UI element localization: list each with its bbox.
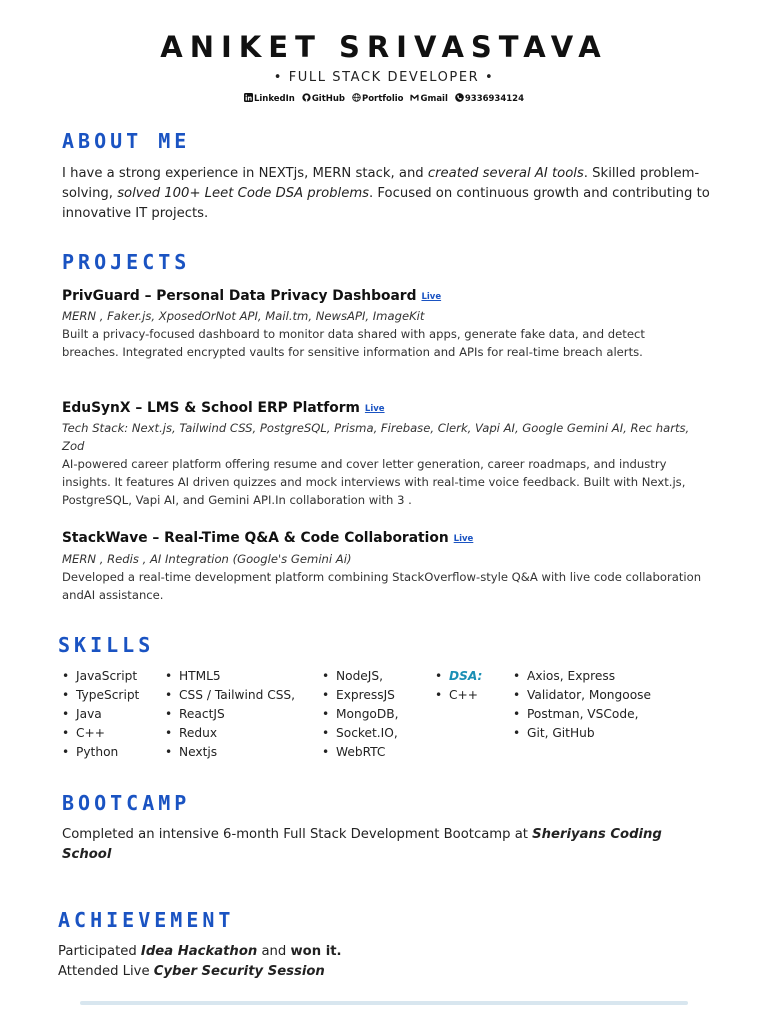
job-title: • FULL STACK DEVELOPER •: [273, 70, 495, 85]
list-item: • Python: [62, 743, 139, 762]
live-link[interactable]: Live: [364, 404, 385, 414]
skills-list-dsa: [435, 667, 482, 705]
globe-icon: [352, 93, 361, 102]
list-item: [435, 667, 482, 686]
list-item: • TypeScript: [62, 686, 139, 705]
project-description: AI-powered career platform offering resume and cover letter generation, career roadmaps, and industry insights. It features AI driven quizzes and mock interviews with real-time voice feedback. Built with Next.js, PostgreSQL, Vapi AI, and Gemini API.In collaboration with 3 .: [62, 457, 686, 507]
list-item: • Axios, Express: [513, 667, 651, 686]
bootcamp-school: Sheriyans Coding School: [62, 827, 662, 862]
list-item: • Postman, VSCode,: [513, 705, 651, 724]
list-item: • Java: [62, 705, 139, 724]
list-item: • CSS / Tailwind CSS,: [165, 686, 295, 705]
list-item: • Git, GitHub: [513, 724, 651, 743]
skills-list-backend: [322, 667, 399, 762]
skills-list-languages: [62, 667, 139, 762]
list-item: • C++: [435, 686, 482, 705]
list-item: • Socket.IO,: [322, 724, 399, 743]
project-title: StackWave – Real-Time Q&A & Code Collaboration Live: [62, 530, 474, 546]
contact-links: [0, 93, 768, 104]
skills-list-frontend: [165, 667, 295, 762]
list-item: • C++: [62, 724, 139, 743]
bootcamp-text: Completed an intensive 6-month Full Stack Development Bootcamp at Sheriyans Coding School: [62, 827, 662, 862]
projects-heading: PROJECTS: [62, 250, 191, 274]
achievement-line: Participated Idea Hackathon and won it.: [58, 944, 342, 959]
gmail-link[interactable]: Gmail: [410, 93, 447, 104]
linkedin-link[interactable]: LinkedIn: [244, 93, 295, 104]
bootcamp-heading: BOOTCAMP: [62, 791, 191, 815]
linkedin-icon: [244, 93, 253, 102]
live-link[interactable]: Live: [453, 534, 474, 544]
project-title: PrivGuard – Personal Data Privacy Dashboard Live: [62, 288, 442, 304]
list-item: • Validator, Mongoose: [513, 686, 651, 705]
live-link[interactable]: Live: [421, 292, 442, 302]
github-link[interactable]: GitHub: [302, 93, 345, 104]
about-heading: ABOUT ME: [62, 129, 191, 153]
footer-divider: [80, 1001, 688, 1005]
achievement-line: Attended Live Cyber Security Session: [58, 964, 325, 979]
list-item: • MongoDB,: [322, 705, 399, 724]
achievement-heading: ACHIEVEMENT: [58, 908, 235, 932]
portfolio-link[interactable]: Portfolio: [352, 93, 404, 104]
list-item: • ExpressJS: [322, 686, 399, 705]
github-icon: [302, 93, 311, 102]
dsa-label: DSA:: [449, 669, 483, 683]
resume-name: ANIKET SRIVASTAVA: [160, 30, 608, 64]
project-tech: MERN , Redis , AI Integration (Google's Gemini Ai): [62, 552, 352, 566]
project-description: Built a privacy-focused dashboard to monitor data shared with apps, generate fake data, and detect breaches. Integrated encrypted vaults for sensitive information and APIs for real-time breach alerts.: [62, 327, 645, 359]
list-item: • Redux: [165, 724, 295, 743]
project-title: EduSynX – LMS & School ERP Platform Live: [62, 400, 385, 416]
list-item: • HTML5: [165, 667, 295, 686]
gmail-icon: [410, 93, 419, 102]
skills-heading: SKILLS: [58, 633, 155, 657]
phone-link[interactable]: 9336934124: [455, 93, 524, 104]
list-item: • JavaScript: [62, 667, 139, 686]
list-item: • NodeJS,: [322, 667, 399, 686]
phone-icon: [455, 93, 464, 102]
project-tech: MERN , Faker.js, XposedOrNot API, Mail.tm, NewsAPI, ImageKit: [62, 309, 425, 323]
list-item: • WebRTC: [322, 743, 399, 762]
list-item: • Nextjs: [165, 743, 295, 762]
about-text: I have a strong experience in NEXTjs, MERN stack, and created several AI tools. Skilled problem-solving, solved 100+ Leet Code DSA problems. Focused on continuous growth and contributing to innovative IT projects.: [62, 166, 710, 221]
project-description: Developed a real-time development platform combining StackOverflow-style Q&A with live code collaboration andAI assistance.: [62, 570, 702, 602]
project-tech: Tech Stack: Next.js, Tailwind CSS, PostgreSQL, Prisma, Firebase, Clerk, Vapi AI, Google Gemini AI, Rec harts, Zod: [62, 421, 690, 453]
skills-list-tools: [513, 667, 651, 743]
list-item: • ReactJS: [165, 705, 295, 724]
